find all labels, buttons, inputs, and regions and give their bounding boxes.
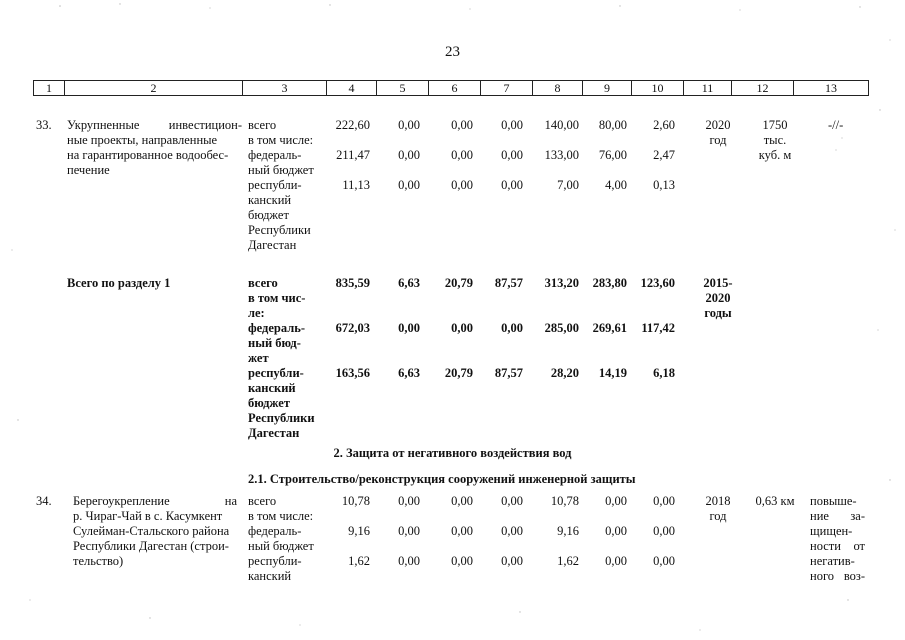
note-line	[810, 554, 865, 569]
note-word: негатив-	[810, 554, 855, 568]
funding-source: канский	[248, 569, 292, 583]
col-header-4: 4	[327, 81, 377, 95]
year-range: 2015-	[703, 276, 733, 290]
funding-source: всего	[248, 118, 277, 132]
funding-source: республи-	[248, 178, 302, 192]
row-number: 34.	[36, 494, 52, 508]
amount-cell: 0,00	[398, 494, 420, 508]
section-heading: 2. Защита от негативного воздействия вод	[333, 446, 572, 460]
amount-cell: 117,42	[641, 321, 675, 335]
amount-cell: 211,47	[336, 148, 370, 162]
funding-source: в том числе:	[248, 133, 314, 147]
col-header-5: 5	[377, 81, 429, 95]
funding-source: ле:	[248, 306, 265, 320]
amount-cell: 285,00	[544, 321, 579, 335]
amount-cell: 0,00	[653, 524, 675, 538]
amount-cell: 313,20	[544, 276, 579, 290]
amount-cell: 7,00	[557, 178, 579, 192]
amount-cell: 283,80	[592, 276, 627, 290]
page-number: 23	[445, 44, 460, 60]
col-header-1: 1	[34, 81, 65, 95]
amount-cell: 1,62	[348, 554, 370, 568]
amount-cell: 76,00	[598, 148, 627, 162]
amount-cell: 1,62	[557, 554, 579, 568]
amount-cell: 0,00	[398, 321, 420, 335]
amount-cell: 140,00	[544, 118, 579, 132]
project-name-line: на гарантированное водообес-	[67, 148, 229, 162]
year-range: годы	[704, 306, 732, 320]
column-number-header	[33, 80, 869, 96]
amount-cell: 11,13	[342, 178, 370, 192]
amount-cell: 28,20	[550, 366, 579, 380]
amount-cell: 0,00	[501, 118, 523, 132]
col-header-8: 8	[533, 81, 583, 95]
project-name-word: инвестицион-	[168, 118, 242, 132]
amount-cell: 0,00	[451, 178, 473, 192]
capacity: тыс.	[763, 133, 787, 147]
capacity: 1750	[762, 118, 788, 132]
amount-cell: 2,60	[653, 118, 675, 132]
amount-cell: 0,00	[451, 554, 473, 568]
amount-cell: 0,00	[398, 178, 420, 192]
amount-cell: 835,59	[335, 276, 370, 290]
project-name-line	[73, 494, 237, 509]
project-name-word: Укрупненные	[67, 118, 140, 132]
funding-source: ный бюджет	[248, 539, 314, 553]
col-header-7: 7	[481, 81, 533, 95]
note-word: щищен-	[810, 524, 853, 538]
note-line	[810, 524, 865, 539]
funding-source: республи-	[248, 554, 302, 568]
funding-source: ный бюджет	[248, 163, 314, 177]
funding-source: жет	[248, 351, 269, 365]
amount-cell: 87,57	[494, 366, 523, 380]
col-header-10: 10	[632, 81, 684, 95]
note-word: от	[853, 539, 865, 553]
amount-cell: 87,57	[494, 276, 523, 290]
funding-source: федераль-	[248, 148, 302, 162]
amount-cell: 0,00	[451, 148, 473, 162]
amount-cell: 10,78	[550, 494, 579, 508]
amount-cell: 6,63	[398, 276, 420, 290]
note-line	[810, 569, 865, 584]
project-name-line: р. Чираг-Чай в с. Касумкент	[73, 509, 223, 523]
amount-cell: 6,18	[653, 366, 675, 380]
year-range: 2020	[705, 291, 731, 305]
amount-cell: 0,00	[451, 494, 473, 508]
amount-cell: 0,00	[501, 148, 523, 162]
amount-cell: 80,00	[598, 118, 627, 132]
amount-cell: 0,00	[501, 178, 523, 192]
amount-cell: 133,00	[544, 148, 579, 162]
col-header-9: 9	[583, 81, 632, 95]
amount-cell: 123,60	[640, 276, 675, 290]
amount-cell: 0,00	[451, 524, 473, 538]
capacity: куб. м	[758, 148, 792, 162]
project-name-line: печение	[67, 163, 110, 177]
amount-cell: 0,00	[653, 494, 675, 508]
funding-source: бюджет	[248, 396, 290, 410]
funding-source: Республики	[248, 223, 311, 237]
capacity: 0,63 км	[755, 494, 795, 508]
amount-cell: 0,00	[451, 321, 473, 335]
funding-source: Республики	[248, 411, 315, 425]
amount-cell: 0,00	[501, 524, 523, 538]
amount-cell: 163,56	[335, 366, 370, 380]
col-header-11: 11	[684, 81, 732, 95]
amount-cell: 0,00	[398, 148, 420, 162]
col-header-3: 3	[243, 81, 327, 95]
amount-cell: 0,00	[451, 118, 473, 132]
amount-cell: 9,16	[348, 524, 370, 538]
amount-cell: 0,00	[605, 494, 627, 508]
funding-source: канский	[248, 193, 292, 207]
year: 2020	[705, 118, 731, 132]
col-header-2: 2	[65, 81, 243, 95]
project-name-word: на	[224, 494, 237, 508]
amount-cell: 6,63	[398, 366, 420, 380]
amount-cell: 269,61	[592, 321, 627, 335]
funding-source: республи-	[248, 366, 304, 380]
note-word: ние	[810, 509, 829, 523]
col-header-6: 6	[429, 81, 481, 95]
funding-source: в том чис-	[248, 291, 306, 305]
note-word: ного	[810, 569, 835, 583]
funding-source: всего	[248, 494, 277, 508]
amount-cell: 672,03	[335, 321, 370, 335]
project-name-line: Республики Дагестан (строи-	[73, 539, 229, 553]
amount-cell: 0,13	[653, 178, 675, 192]
amount-cell: 4,00	[605, 178, 627, 192]
note-word: воз-	[843, 569, 865, 583]
funding-source: всего	[248, 276, 278, 290]
row-number: 33.	[36, 118, 52, 132]
funding-source: в том числе:	[248, 509, 314, 523]
amount-cell: 0,00	[653, 554, 675, 568]
funding-source: канский	[248, 381, 296, 395]
amount-cell: 0,00	[501, 554, 523, 568]
note-line	[810, 509, 865, 524]
note: -//-	[828, 118, 844, 132]
col-header-13: 13	[825, 81, 837, 95]
year: год	[709, 509, 727, 523]
note-word: повыше-	[810, 494, 857, 508]
funding-source: федераль-	[248, 321, 306, 335]
funding-source: Дагестан	[248, 426, 300, 440]
funding-source: федераль-	[248, 524, 302, 538]
total-label: Всего по разделу 1	[67, 276, 171, 290]
amount-cell: 20,79	[444, 366, 473, 380]
amount-cell: 9,16	[557, 524, 579, 538]
amount-cell: 0,00	[398, 118, 420, 132]
amount-cell: 14,19	[598, 366, 627, 380]
project-name-line	[67, 118, 242, 133]
project-name-line: тельство)	[73, 554, 124, 568]
project-name-word: Берегоукрепление	[73, 494, 170, 508]
amount-cell: 222,60	[335, 118, 370, 132]
year: год	[709, 133, 727, 147]
amount-cell: 0,00	[398, 524, 420, 538]
amount-cell: 0,00	[501, 494, 523, 508]
amount-cell: 0,00	[605, 524, 627, 538]
note-line	[810, 539, 865, 554]
year: 2018	[705, 494, 731, 508]
col-header-12: 12	[732, 81, 794, 95]
amount-cell: 0,00	[605, 554, 627, 568]
amount-cell: 10,78	[341, 494, 370, 508]
note-line	[810, 494, 865, 509]
amount-cell: 20,79	[444, 276, 473, 290]
subsection-heading: 2.1. Строительство/реконструкция сооружений инженерной защиты	[248, 472, 636, 486]
note-word: за-	[850, 509, 865, 523]
funding-source: ный бюд-	[248, 336, 301, 350]
amount-cell: 0,00	[501, 321, 523, 335]
amount-cell: 0,00	[398, 554, 420, 568]
amount-cell: 2,47	[653, 148, 675, 162]
project-name-line: Сулейман-Стальского района	[73, 524, 230, 538]
funding-source: Дагестан	[248, 238, 297, 252]
note-word: ности	[810, 539, 841, 553]
project-name-line: ные проекты, направленные	[67, 133, 218, 147]
funding-source: бюджет	[248, 208, 289, 222]
